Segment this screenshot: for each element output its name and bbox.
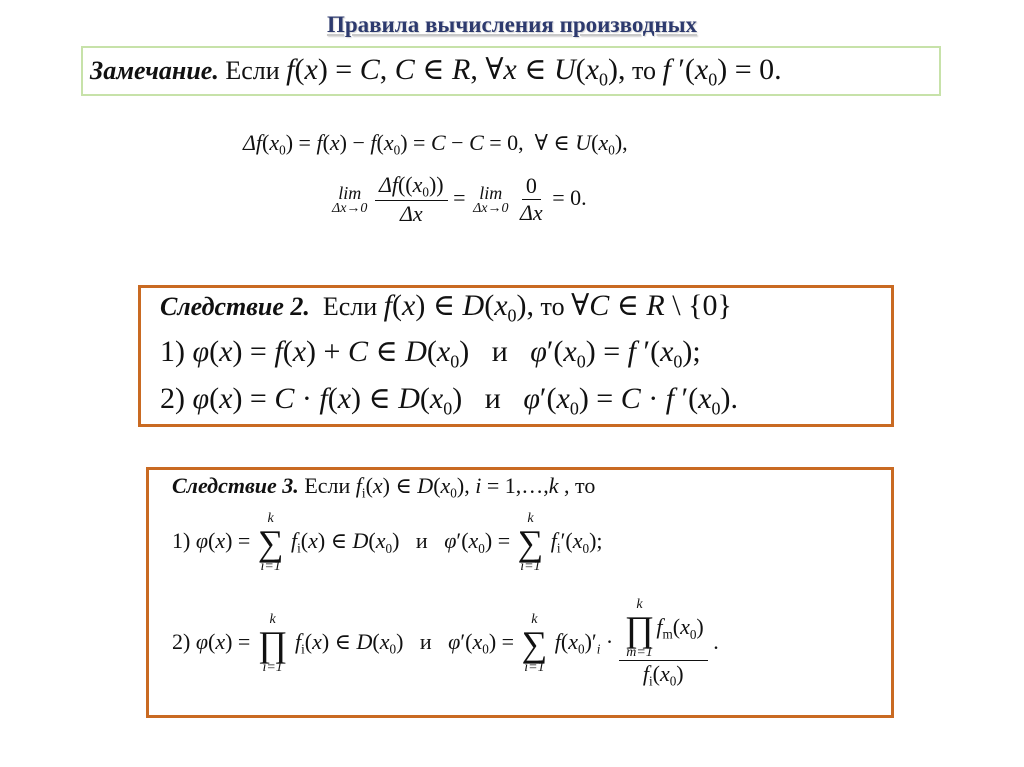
corollary3-line-2: 2) φ(x) = k ∏ i=1 $f_i(x)$ ∈ $D(x_0)$ и $\varphi'(x_0)$ = k ∑ i=1 $f(x_0)'_i$ · k ∏ m=1 $f_m(x_0)$ $f_i(x_0)$ . [172, 597, 719, 689]
delta-formula: $\Delta f(x_0) = f(x) - f(x_0) = C - C = 0$, ∀ ∈ $U(x_0)$, [243, 130, 628, 158]
corollary2-and-2: и [484, 382, 501, 415]
corollary2-line-2: 2) φ(x) = C · f(x) ∈ $D(x_0)$ и $\varphi'(x_0) = C \cdot f$ $'(x_0)$. [160, 382, 738, 419]
corollary3-num-1: 1) [172, 528, 191, 554]
slide-title: Правила вычисления производных [326, 12, 698, 37]
corollary3-line-0: Следствие 3. Если $f_i(x)$ ∈ $D(x_0)$, i = 1,…,k , то [172, 473, 596, 501]
corollary2-if: Если [322, 292, 378, 321]
remark-line [90, 52, 782, 90]
corollary2-heading: Следствие 2. [160, 292, 310, 321]
corollary3-heading: Следствие 3. [172, 473, 299, 498]
corollary3-and-2: и [419, 628, 432, 654]
corollary2-formula-0b: ∀C ∈ R \ {0} [571, 289, 732, 322]
corollary2-line-1: 1) φ(x) = f(x) + C ∈ $D(x_0)$ и $\varphi'(x_0) = f$ $'(x_0)$; [160, 335, 701, 372]
corollary3-num-2: 2) [172, 628, 191, 654]
corollary3-line-1: 1) φ(x) = k ∑ i=1 $f_i(x)$ ∈ $D(x_0)$ и $\varphi'(x_0)$ = k ∑ i=1 $f_i'(x_0)$; [172, 511, 603, 575]
corollary3-to: то [575, 473, 596, 498]
corollary2-line-0 [160, 288, 732, 326]
remark-formula-2: f $'(x_0) = 0$. [662, 53, 782, 90]
remark-heading: Замечание. [90, 56, 219, 85]
corollary2-num-1: 1) [160, 335, 185, 368]
corollary2-formula-0: f(x) ∈ $D(x_0)$, [383, 289, 535, 326]
limit-formula: lim Δx→0 $\frac{\Delta f((x_0))}{\Delta x}$ = lim Δx→0 $\frac{0}{\Delta x}$ = 0. [332, 172, 587, 227]
corollary3-and-1: и [415, 528, 428, 554]
corollary2-num-2: 2) [160, 382, 185, 415]
corollary2-to: то [540, 292, 565, 321]
remark-to: то [631, 56, 656, 85]
remark-formula-1: f(x) = C, C ∈ R, ∀x ∈ $U(x_0)$, [286, 53, 626, 90]
corollary3-if: Если [304, 473, 351, 498]
remark-if: Если [225, 56, 280, 85]
corollary2-and-1: и [491, 335, 508, 368]
